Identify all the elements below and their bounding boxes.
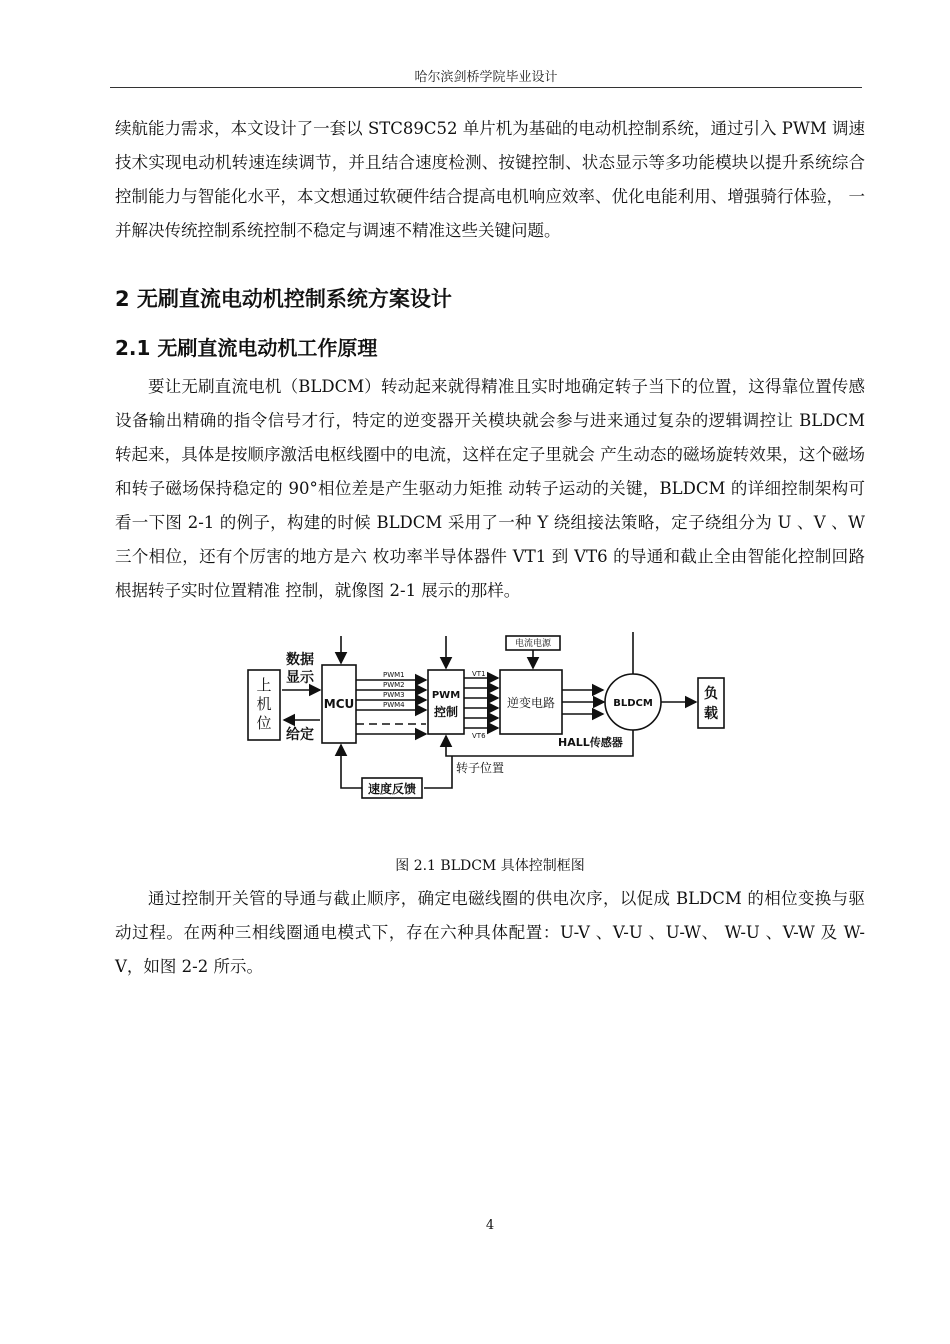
section-heading-2-1: 2.1 无刷直流电动机工作原理 xyxy=(115,336,378,360)
pwm1-label: PWM1 xyxy=(383,671,405,679)
section-heading-2: 2 无刷直流电动机控制系统方案设计 xyxy=(115,287,452,311)
paragraph-intro: 续航能力需求，本文设计了一套以 STC89C52 单片机为基础的电动机控制系统，通过引入 PWM 调速技术实现电动机转速连续调节，并且结合速度检测、按键控制、状态显示等多功能模块以提升系统综合控制能力与智能化水平，本文想通过软硬件结合提高电机响应效率、优化电能利用、增强骑行体验， 一并解决传统控制系统控制不稳定与调速不精准这些关键问题。 xyxy=(115,119,865,240)
page-header: 哈尔滨剑桥学院毕业设计 xyxy=(414,70,558,85)
pwm4-label: PWM4 xyxy=(383,701,405,709)
load-label-1: 负 xyxy=(704,686,718,702)
mcu-label: MCU xyxy=(323,697,355,711)
pwm3-label: PWM3 xyxy=(383,691,405,699)
page-number: 4 xyxy=(485,1218,495,1233)
pwm-control-label-2: 控制 xyxy=(433,705,459,719)
bldcm-label: BLDCM xyxy=(613,698,653,709)
vt6-label: VT6 xyxy=(472,732,486,740)
data-display-label-2: 显示 xyxy=(286,670,314,686)
host-label-3: 位 xyxy=(256,714,272,732)
paragraph-phase: 通过控制开关管的导通与截止顺序，确定电磁线圈的供电次序，以促成 BLDCM 的相位变换与驱动过程。在两种三相线圈通电模式下，存在六种具体配置：U-V 、V-U 、U-W、 W-U 、V-W 及 W-V，如图 2-2 所示。 xyxy=(115,889,865,976)
host-label-1: 上 xyxy=(256,676,272,694)
load-label-2: 载 xyxy=(704,706,718,722)
setpoint-label: 给定 xyxy=(286,727,314,743)
pwm-control-block xyxy=(428,670,464,734)
pwm2-label: PWM2 xyxy=(383,681,405,689)
data-display-label-1: 数据 xyxy=(286,652,314,668)
block-diagram-svg xyxy=(238,632,732,802)
power-supply-label: 电流电源 xyxy=(514,639,552,649)
hall-sensor-label: HALL传感器 xyxy=(558,736,623,749)
speed-feedback-label: 速度反馈 xyxy=(367,782,417,796)
paragraph-principle: 要让无刷直流电机（BLDCM）转动起来就得精准且实时地确定转子当下的位置，这得靠位置传感设备输出精确的指令信号才行，特定的逆变器开关模块就会参与进来通过复杂的逻辑调控让 BLDCM 转起来，具体是按顺序激活电枢线圈中的电流，这样在定子里就会 产生动态的磁场旋转效果，这个磁场和转子磁场保持稳定的 90°相位差是产生驱动力矩推 动转子运动的关键，BLDCM 的详细控制架构可看一下图 2-1 的例子，构建的时候 BLDCM 采用了一种 Y 绕组接法策略，定子绕组分为 U 、V 、W 三个相位，还有个厉害的地方是六 枚功率半导体器件 VT1 到 VT6 的导通和截止全由智能化控制回路根据转子实时位置精准 控制，就像图 2-1 展示的那样。 xyxy=(115,377,865,600)
header-rule xyxy=(110,87,862,88)
rotor-position-label: 转子位置 xyxy=(456,761,505,775)
pwm-control-label-1: PWM xyxy=(431,690,461,701)
vt1-label: VT1 xyxy=(472,670,486,678)
inverter-label: 逆变电路 xyxy=(506,696,556,710)
host-label-2: 机 xyxy=(256,695,272,713)
figure-caption: 图 2.1 BLDCM 具体控制框图 xyxy=(395,858,585,874)
figure-2-1-block-diagram xyxy=(238,632,732,802)
